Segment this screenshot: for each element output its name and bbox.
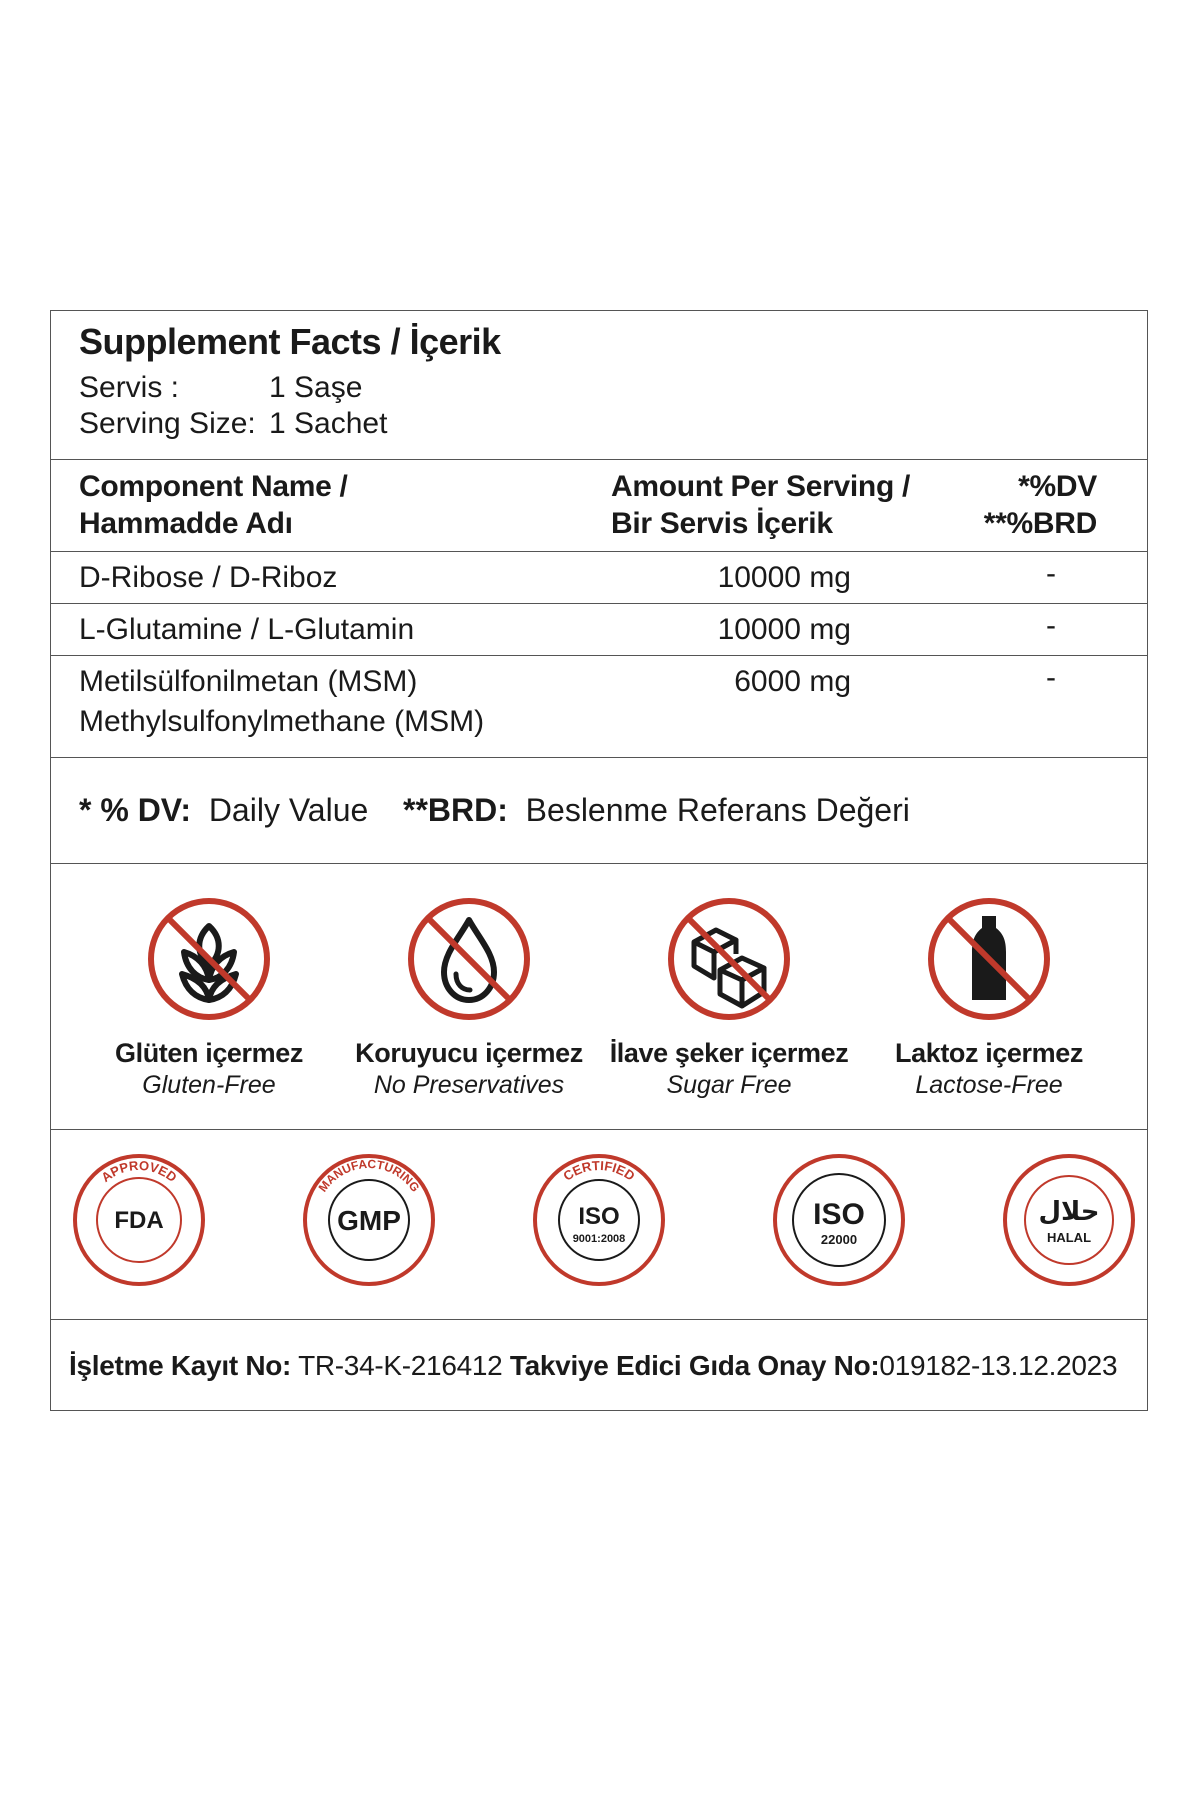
badge-title: Laktoz içermez	[895, 1038, 1083, 1068]
iso-9001-seal	[529, 1150, 669, 1290]
svg-text:APPROVED: APPROVED	[98, 1157, 180, 1186]
registration-section	[51, 1320, 1147, 1412]
approval-number: 019182-13.12.2023	[879, 1350, 1118, 1381]
svg-text:CERTIFIED: CERTIFIED	[560, 1157, 638, 1184]
amount-column-header	[611, 468, 910, 542]
brd-legend-value: Beslenme Referans Değeri	[525, 792, 910, 828]
table-row	[51, 552, 1147, 604]
dv-column-header	[984, 468, 1097, 542]
badge-title: Koruyucu içermez	[355, 1038, 583, 1068]
svg-text:حلال: حلال	[1038, 1197, 1100, 1227]
gluten-free-badge	[79, 894, 339, 1100]
brd-legend-key: **BRD:	[403, 792, 508, 828]
component-name-line: Metilsülfonilmetan (MSM)	[79, 665, 418, 698]
dv-legend	[79, 792, 368, 829]
registration-label: İşletme Kayıt No:	[69, 1350, 292, 1381]
halal-seal	[999, 1150, 1139, 1290]
certifications-section	[51, 1130, 1147, 1320]
component-name: D-Ribose / D-Riboz	[79, 561, 338, 594]
component-column-header	[79, 468, 348, 542]
serving-size-row	[79, 407, 387, 441]
registration-text	[69, 1350, 1117, 1382]
badge-subtitle: Sugar Free	[666, 1071, 792, 1099]
dv-legend-value: Daily Value	[208, 792, 369, 828]
facts-header	[51, 311, 1147, 460]
badge-subtitle: No Preservatives	[373, 1071, 565, 1099]
gmp-seal	[299, 1150, 439, 1290]
serving-size-value: 1 Sachet	[269, 407, 388, 440]
amount-header-line: Bir Servis İçerik	[611, 507, 833, 540]
component-header-line: Hammadde Adı	[79, 507, 293, 540]
supplement-facts-panel	[50, 310, 1148, 1411]
component-name	[79, 662, 484, 742]
dv-value: -	[1046, 557, 1056, 590]
no-preservatives-icon	[404, 894, 534, 1024]
no-lactose-icon	[924, 894, 1054, 1024]
legend-section	[51, 758, 1147, 864]
svg-text:FDA: FDA	[114, 1207, 164, 1234]
free-from-badges	[51, 864, 1147, 1130]
amount-value: 10000 mg	[717, 613, 851, 646]
dv-legend-key: * % DV:	[79, 792, 192, 828]
page-title: Supplement Facts / İçerik	[79, 321, 501, 362]
amount-value: 6000 mg	[734, 665, 851, 698]
badge-subtitle: Lactose-Free	[915, 1071, 1063, 1099]
table-row	[51, 656, 1147, 758]
svg-text:MANUFACTURING: MANUFACTURING	[315, 1156, 423, 1195]
dv-value: -	[1046, 609, 1056, 642]
dv-header-line: *%DV	[1018, 470, 1097, 503]
no-preservatives-badge	[339, 894, 599, 1100]
fda-approved-seal	[69, 1150, 209, 1290]
component-name-line: Methylsulfonylmethane (MSM)	[79, 705, 485, 738]
approval-label: Takviye Edici Gıda Onay No:	[509, 1350, 880, 1381]
sugar-free-badge	[599, 894, 859, 1100]
lactose-free-badge	[859, 894, 1119, 1100]
svg-text:22000: 22000	[820, 1232, 858, 1247]
badge-title: İlave şeker içermez	[609, 1038, 849, 1068]
registration-number: TR-34-K-216412	[298, 1350, 503, 1381]
badge-subtitle: Gluten-Free	[142, 1071, 276, 1099]
svg-text:ISO: ISO	[578, 1203, 620, 1230]
svg-text:HALAL: HALAL	[1046, 1230, 1092, 1245]
dv-value: -	[1046, 661, 1056, 694]
svg-text:ISO: ISO	[813, 1198, 865, 1231]
amount-value: 10000 mg	[717, 561, 851, 594]
iso-22000-seal	[769, 1150, 909, 1290]
brd-legend	[403, 792, 910, 829]
table-row	[51, 604, 1147, 656]
brd-header-line: **%BRD	[983, 507, 1097, 540]
component-header-line: Component Name /	[79, 470, 348, 503]
component-name: L-Glutamine / L-Glutamin	[79, 613, 415, 646]
servis-row	[79, 371, 362, 405]
svg-text:GMP: GMP	[337, 1205, 401, 1236]
svg-text:9001:2008: 9001:2008	[572, 1233, 626, 1245]
servis-value: 1 Saşe	[269, 371, 363, 404]
table-header	[51, 460, 1147, 552]
badge-title: Glüten içermez	[115, 1038, 303, 1068]
amount-header-line: Amount Per Serving /	[611, 470, 911, 503]
no-gluten-icon	[144, 894, 274, 1024]
no-sugar-icon	[664, 894, 794, 1024]
serving-size-label: Serving Size:	[79, 407, 256, 440]
servis-label: Servis :	[79, 371, 180, 404]
